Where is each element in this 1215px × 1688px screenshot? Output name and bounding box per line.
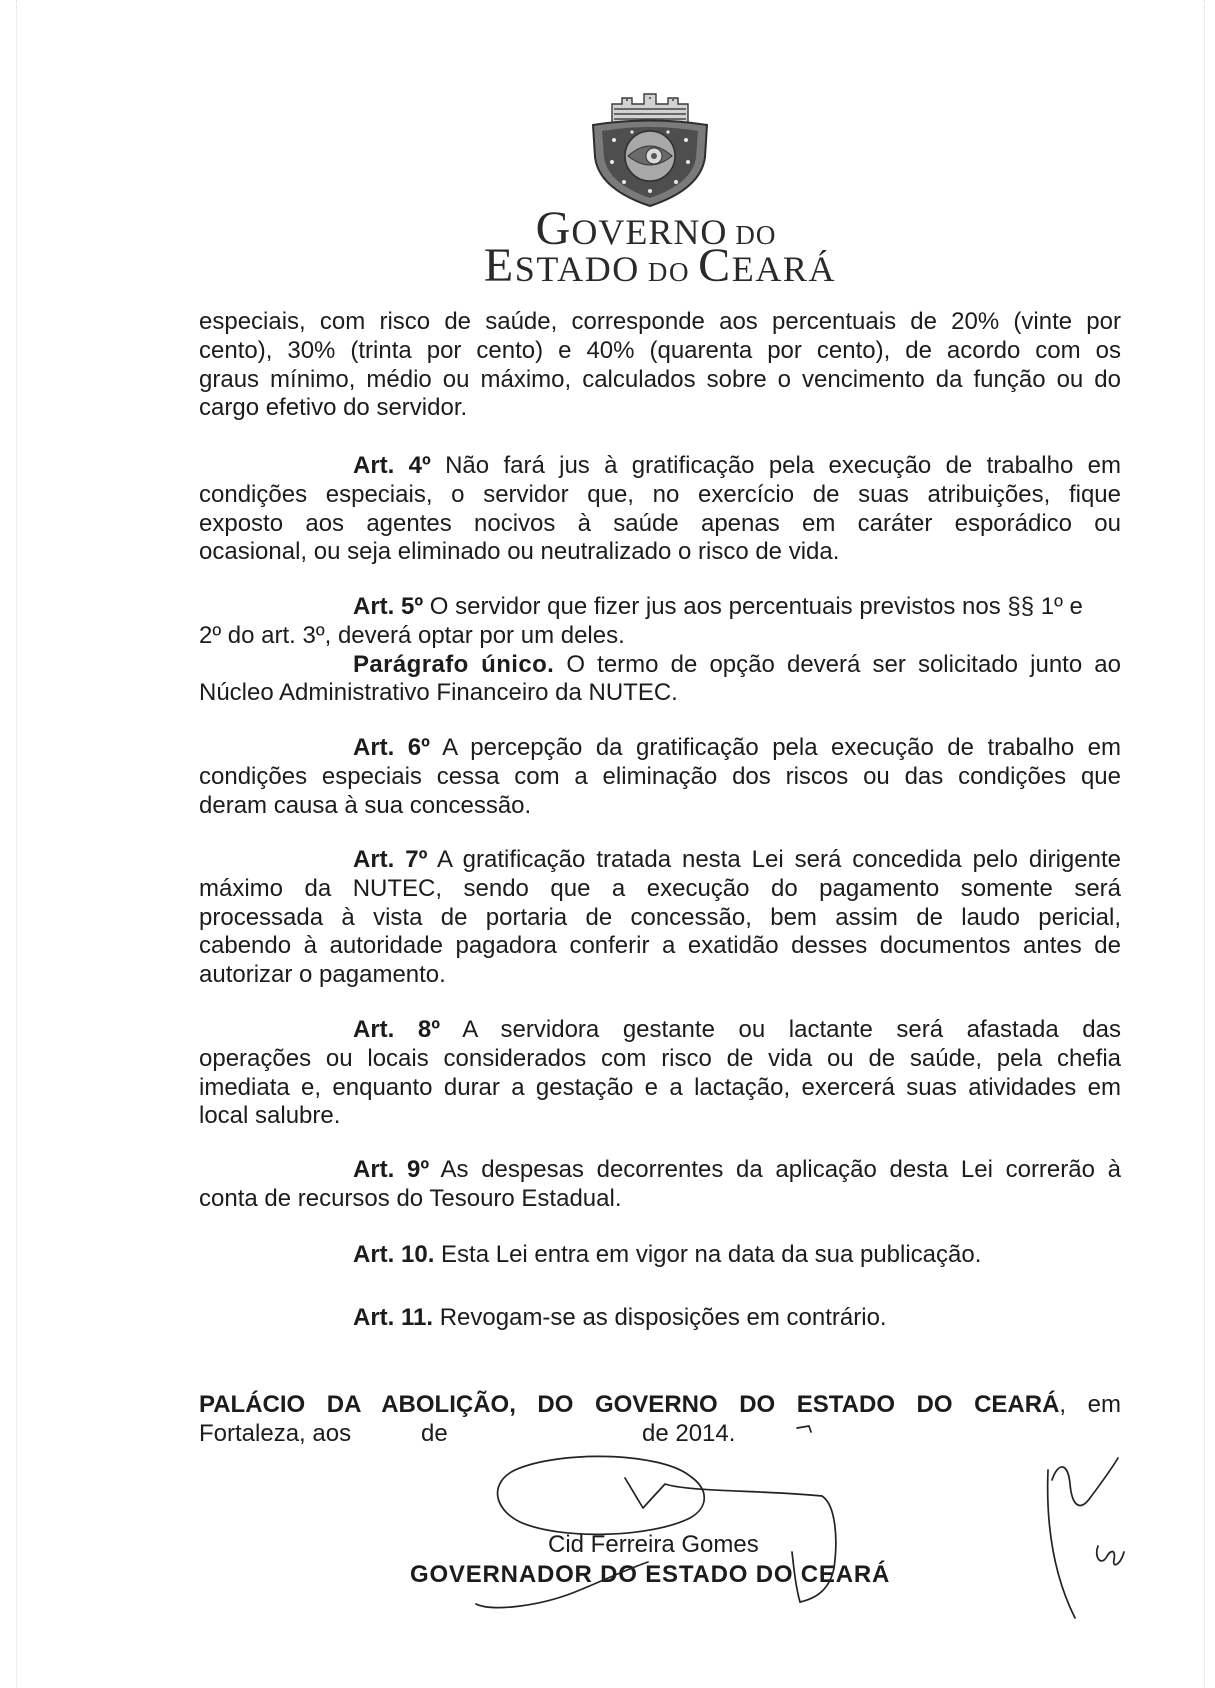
text-line: máximo da NUTEC, sendo que a execução do pagamento somente será [199, 874, 1121, 902]
coat-of-arms-icon [588, 90, 712, 208]
margin-initial-stroke [1052, 1458, 1118, 1506]
closing-place-rest: , em [1059, 1391, 1121, 1418]
article-first-line [199, 1016, 1121, 1045]
article-5 [199, 593, 1121, 708]
article-7 [199, 846, 1121, 990]
text-line: 2º do art. 3º, deverá optar por um deles. [199, 621, 625, 649]
text-line: graus mínimo, médio ou máximo, calculados sobre o vencimento da função ou do [199, 365, 1121, 393]
text-line: conta de recursos do Tesouro Estadual. [199, 1184, 622, 1212]
article-10 [199, 1241, 1121, 1270]
article-6 [199, 734, 1121, 820]
article-first-line [199, 1304, 1121, 1333]
article-text: Esta Lei entra em vigor na data da sua publicação. [441, 1241, 982, 1268]
text-line: processada à vista de portaria de concessão, bem assim de laudo pericial, [199, 903, 1121, 931]
article-9 [199, 1156, 1121, 1214]
text-line: exposto aos agentes nocivos à saúde apenas em caráter esporádico ou [199, 509, 1121, 537]
text-line: cento), 30% (trinta por cento) e 40% (quarenta por cento), de acordo com os [199, 336, 1121, 364]
article-11 [199, 1304, 1121, 1333]
closing-block [199, 1391, 1121, 1449]
header-word: DO [735, 220, 777, 250]
article-label: Art. 10. [353, 1241, 435, 1268]
text-line: local salubre. [199, 1102, 341, 1130]
paragrafo-unico-line [199, 651, 1121, 680]
article-label: Art. 5º [353, 593, 424, 620]
text-line: operações ou locais considerados com risco de vida ou de saúde, pela chefia [199, 1044, 1121, 1072]
article-text: O termo de opção deverá ser solicitado junto ao [566, 650, 1121, 678]
header-word: DO [647, 257, 691, 287]
closing-place: PALÁCIO DA ABOLIÇÃO, DO GOVERNO DO ESTADO DO CEARÁ [199, 1391, 1060, 1418]
header-word: CEARÁ [698, 239, 837, 292]
margin-initial-small [1097, 1546, 1124, 1565]
text-line: Núcleo Administrativo Financeiro da NUTEC. [199, 679, 678, 707]
article-first-line [199, 1241, 1121, 1270]
article-label: Art. 6º [353, 734, 430, 761]
article-label: Art. 11. [353, 1304, 434, 1331]
scan-edge-right [1204, 0, 1205, 1688]
signatory-name: Cid Ferreira Gomes [548, 1531, 759, 1558]
article-text: A gratificação tratada nesta Lei será concedida pelo dirigente [437, 846, 1121, 873]
text-line: condições especiais cessa com a eliminação dos riscos ou das condições que [199, 762, 1121, 790]
place-city: Fortaleza, aos [199, 1419, 352, 1447]
article-text: Não fará jus à gratificação pela execução de trabalho em [445, 452, 1121, 479]
place-date-line [199, 1420, 1121, 1449]
article-label: Art. 8º [353, 1016, 441, 1043]
closing-line [199, 1391, 1121, 1420]
header-word: ESTADO [483, 239, 640, 292]
text-line: condições especiais, o servidor que, no exercício de suas atribuições, fique [199, 480, 1121, 508]
article-first-line [199, 593, 1121, 622]
article-label: Art. 9º [353, 1156, 430, 1183]
scan-edge-left [16, 0, 17, 1688]
article-text: As despesas decorrentes da aplicação desta Lei correrão à [440, 1156, 1121, 1183]
signature-loop [498, 1456, 705, 1534]
text-line: deram causa à sua concessão. [199, 791, 532, 819]
article-first-line [199, 1156, 1121, 1185]
signatory-title: GOVERNADOR DO ESTADO DO CEARÁ [410, 1561, 891, 1588]
article-label: Art. 7º [353, 846, 428, 873]
margin-initial-stem [1048, 1470, 1075, 1618]
date-year: de 2014. [642, 1419, 736, 1447]
text-line: cargo efetivo do servidor. [199, 394, 468, 422]
article-first-line [199, 452, 1121, 481]
date-day-blank: de [421, 1419, 448, 1447]
article-4 [199, 452, 1121, 567]
header-word: GOVERNO [535, 202, 728, 255]
article-label: Art. 4º [353, 452, 431, 479]
article-first-line [199, 846, 1121, 875]
header-estado [400, 239, 920, 296]
article-8 [199, 1016, 1121, 1131]
article-text: O servidor que fizer jus aos percentuais previstos nos §§ 1º e [429, 593, 1083, 620]
text-line: autorizar o pagamento. [199, 961, 446, 989]
intro-paragraph [199, 308, 1121, 423]
text-line: especiais, com risco de saúde, corresponde aos percentuais de 20% (vinte por [199, 308, 1121, 335]
text-line: imediata e, enquanto durar a gestação e a lactação, exercerá suas atividades em [199, 1073, 1121, 1101]
article-text: A percepção da gratificação pela execução de trabalho em [442, 734, 1121, 761]
text-line: cabendo à autoridade pagadora conferir a exatidão desses documentos antes de [199, 932, 1121, 960]
paragrafo-unico-label: Parágrafo único. [353, 650, 555, 678]
article-text: A servidora gestante ou lactante será afastada das [462, 1016, 1122, 1043]
text-line: ocasional, ou seja eliminado ou neutralizado o risco de vida. [199, 538, 840, 566]
article-text: Revogam-se as disposições em contrário. [439, 1304, 887, 1331]
article-first-line [199, 734, 1121, 763]
